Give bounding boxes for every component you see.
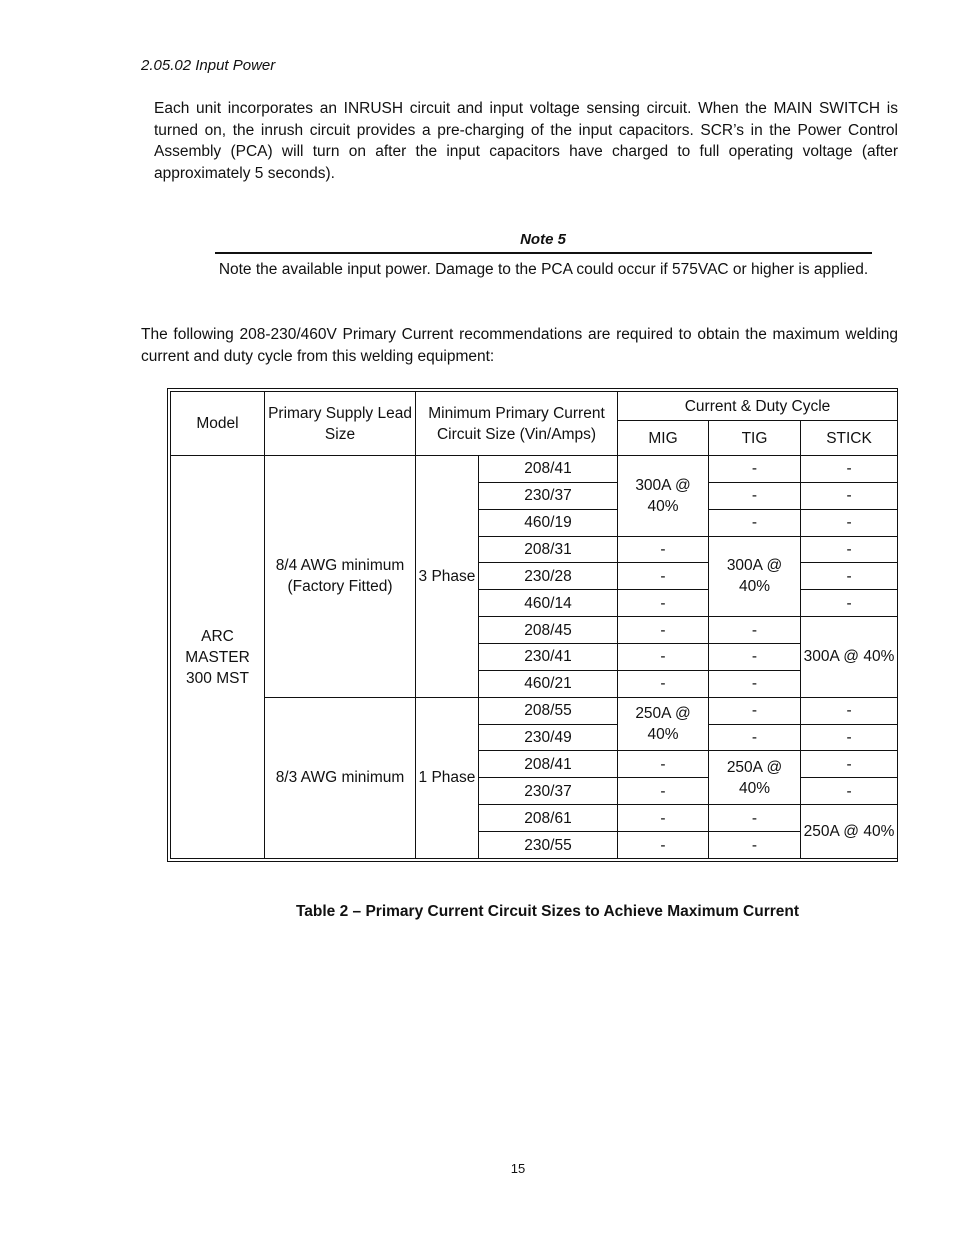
vin-cell: 230/41 [479,644,618,671]
stick-cell: - [801,778,898,805]
vin-cell: 208/41 [479,751,618,778]
mig-cell: - [618,670,709,697]
section-title: 2.05.02 Input Power [141,57,276,74]
stick-cell: - [801,509,898,536]
tig-cell: - [709,617,801,644]
header-circuit-size: Minimum Primary Current Circuit Size (Vin/Amps) [416,392,618,456]
phase-3: 3 Phase [416,456,479,698]
vin-cell: 460/19 [479,509,618,536]
model-cell: ARC MASTER 300 MST [171,456,265,859]
header-tig: TIG [709,421,801,456]
tig-cell: - [709,509,801,536]
vin-cell: 230/28 [479,563,618,590]
mig-cell: - [618,832,709,859]
vin-cell: 208/55 [479,697,618,724]
lead-size-1phase: 8/3 AWG minimum [265,697,416,858]
header-duty-cycle: Current & Duty Cycle [618,392,898,421]
table-caption: Table 2 – Primary Current Circuit Sizes to Achieve Maximum Current [295,903,800,920]
mig-cell: - [618,590,709,617]
intro-paragraph: Each unit incorporates an INRUSH circuit and input voltage sensing circuit. When the MAIN SWITCH is turned on, the inrush circuit provides a pre-charging of the input capacitors. SCR’s in the Power Control Assembly (PCA) will turn on after the input capacitors have charged to full operating voltage (after approximately 5 seconds). [154,100,898,182]
tig-cell: - [709,724,801,751]
mig-cell: - [618,536,709,563]
vin-cell: 230/37 [479,778,618,805]
note-title: Note 5 [520,231,566,248]
vin-cell: 230/37 [479,482,618,509]
note-text: Note the available input power. Damage to the PCA could occur if 575VAC or higher is applied. [218,261,869,278]
stick-cell: - [801,590,898,617]
tig-cell: - [709,670,801,697]
mig-cell: 250A @ 40% [618,697,709,751]
primary-current-table [167,388,898,862]
header-stick: STICK [801,421,898,456]
tig-cell: - [709,482,801,509]
mig-cell: - [618,805,709,832]
stick-cell: - [801,563,898,590]
vin-cell: 208/41 [479,456,618,483]
mig-cell: - [618,644,709,671]
header-model: Model [171,392,265,456]
note-divider [215,252,872,254]
page-number: 15 [510,1161,526,1176]
tig-cell: - [709,697,801,724]
header-mig: MIG [618,421,709,456]
mig-cell: - [618,778,709,805]
stick-cell: - [801,456,898,483]
vin-cell: 230/49 [479,724,618,751]
mig-cell: 300A @ 40% [618,456,709,537]
lead-size-3phase: 8/4 AWG minimum (Factory Fitted) [265,456,416,698]
stick-cell: 250A @ 40% [801,805,898,859]
mig-cell: - [618,563,709,590]
stick-cell: - [801,697,898,724]
tig-cell: 250A @ 40% [709,751,801,805]
header-lead-size: Primary Supply Lead Size [265,392,416,456]
tig-cell: - [709,832,801,859]
tig-cell: - [709,644,801,671]
mig-cell: - [618,617,709,644]
stick-cell: - [801,482,898,509]
stick-cell: - [801,751,898,778]
mig-cell: - [618,751,709,778]
vin-cell: 208/61 [479,805,618,832]
recommendation-paragraph: The following 208-230/460V Primary Current recommendations are required to obtain the maximum welding current and duty cycle from this welding equipment: [141,326,898,365]
vin-cell: 208/31 [479,536,618,563]
vin-cell: 230/55 [479,832,618,859]
tig-cell: - [709,805,801,832]
tig-cell: 300A @ 40% [709,536,801,617]
tig-cell: - [709,456,801,483]
stick-cell: - [801,536,898,563]
stick-cell: - [801,724,898,751]
phase-1: 1 Phase [416,697,479,858]
vin-cell: 460/21 [479,670,618,697]
vin-cell: 208/45 [479,617,618,644]
vin-cell: 460/14 [479,590,618,617]
stick-cell: 300A @ 40% [801,617,898,698]
